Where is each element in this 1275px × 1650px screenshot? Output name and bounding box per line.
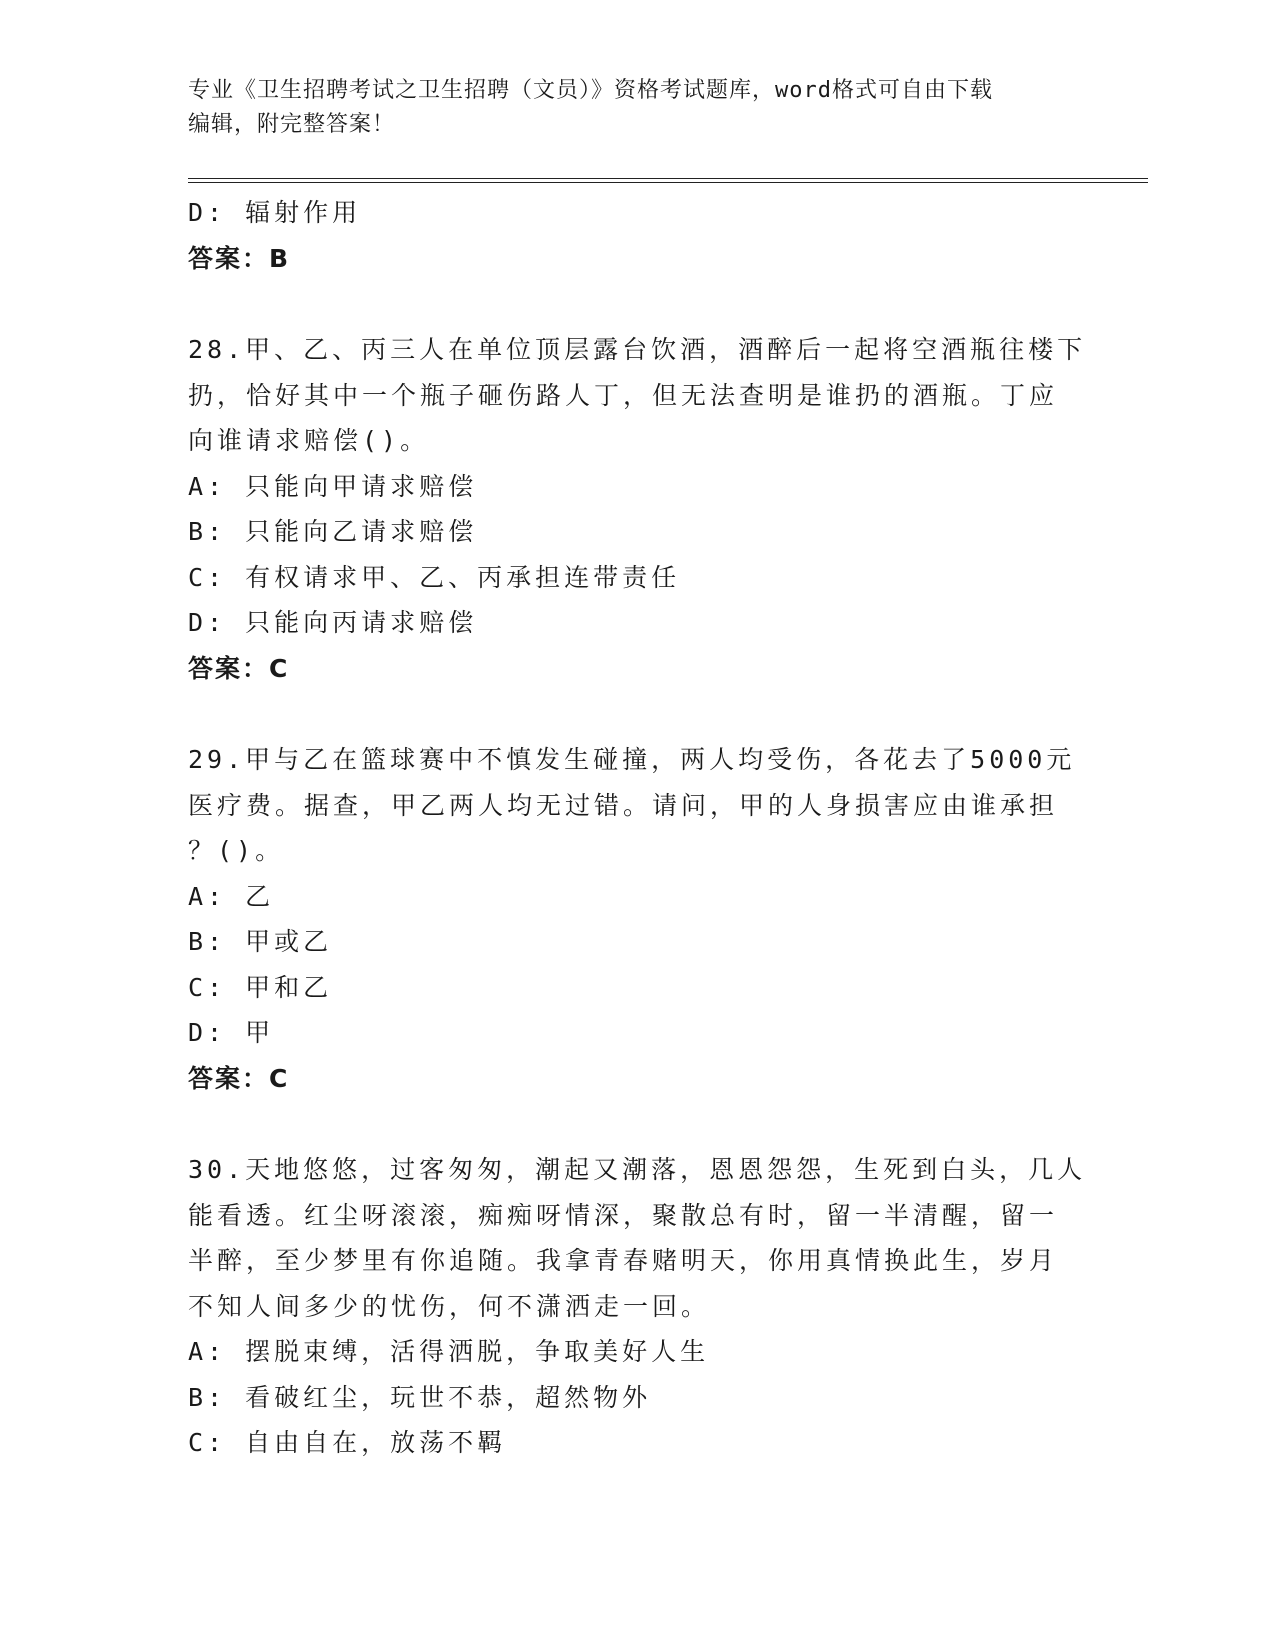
option-a: A: 摆脱束缚，活得洒脱，争取美好人生 [188,1337,710,1366]
option-b: B: 只能向乙请求赔偿 [188,517,478,546]
question-29 [188,737,1088,1101]
option-d: D: 甲 [188,1018,275,1047]
answer-line: 答案：B [188,243,291,273]
header-line-1: 专业《卫生招聘考试之卫生招聘（文员）》资格考试题库，word格式可自由下载 [188,78,993,103]
question-stem-line: 28.甲、乙、丙三人在单位顶层露台饮酒，酒醉后一起将空酒瓶往楼下 [188,335,1087,364]
option-b: B: 看破红尘，玩世不恭，超然物外 [188,1382,652,1412]
option-a: A: 只能向甲请求赔偿 [188,471,478,501]
question-stem-line: 30.天地悠悠，过客匆匆，潮起又潮落，恩恩怨怨，生死到白头，几人 [188,1155,1087,1184]
option-a: A: 乙 [188,881,275,911]
question-stem-line: 医疗费。据查，甲乙两人均无过错。请问，甲的人身损害应由谁承担 [188,790,1059,820]
option-d: D: 辐射作用 [188,198,362,227]
question-stem-line: 向谁请求赔偿()。 [188,426,430,455]
question-stem-line: 半醉，至少梦里有你追随。我拿青春赌明天，你用真情换此生，岁月 [188,1246,1059,1275]
question-list [188,190,1088,1466]
question-stem-line: ？()。 [188,836,285,865]
option-d: D: 只能向丙请求赔偿 [188,608,478,637]
question-27-tail [188,190,1088,281]
spacer [188,281,1088,327]
document-header [188,74,1068,142]
header-line-2: 编辑，附完整答案！ [188,112,396,137]
answer-line: 答案：C [188,653,290,683]
option-b: B: 甲或乙 [188,927,333,956]
question-stem-line: 29.甲与乙在篮球赛中不慎发生碰撞，两人均受伤，各花去了5000元 [188,745,1076,774]
option-c: C: 自由自在，放荡不羁 [188,1428,507,1457]
question-30 [188,1147,1088,1466]
option-c: C: 有权请求甲、乙、丙承担连带责任 [188,562,681,592]
spacer [188,691,1088,737]
question-stem-line: 能看透。红尘呀滚滚，痴痴呀情深，聚散总有时，留一半清醒，留一 [188,1200,1059,1230]
header-divider [188,178,1148,183]
question-stem-line: 不知人间多少的忧伤，何不潇洒走一回。 [188,1291,711,1321]
option-c: C: 甲和乙 [188,972,333,1002]
question-28 [188,327,1088,691]
question-stem-line: 扔，恰好其中一个瓶子砸伤路人丁，但无法查明是谁扔的酒瓶。丁应 [188,380,1059,410]
spacer [188,1101,1088,1147]
answer-line: 答案：C [188,1063,290,1093]
